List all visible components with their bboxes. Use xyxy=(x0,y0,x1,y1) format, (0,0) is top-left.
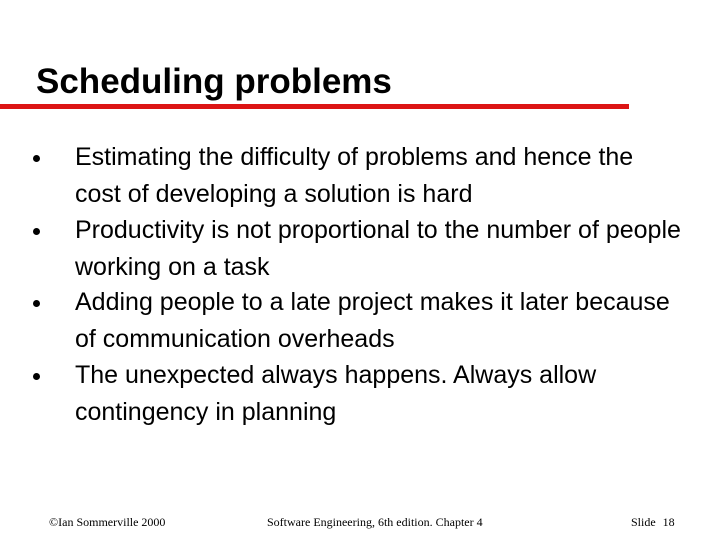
bullet-dot-icon xyxy=(33,228,40,235)
bullet-text: Productivity is not proportional to the number of people working on a task xyxy=(75,216,681,281)
bullet-text: The unexpected always happens. Always allow contingency in planning xyxy=(75,361,597,426)
bullet-dot-icon xyxy=(33,155,40,162)
bullet-dot-icon xyxy=(33,373,40,380)
footer-copyright: ©Ian Sommerville 2000 xyxy=(49,515,166,529)
slide-number-value: 18 xyxy=(662,515,675,529)
slide-title: Scheduling problems xyxy=(36,62,392,101)
footer-slide-number xyxy=(631,515,675,530)
bullet-text: Estimating the difficulty of problems and hence the cost of developing a solution is hard xyxy=(75,143,634,208)
slide-number-label: Slide xyxy=(631,515,656,529)
bullet-text: Adding people to a late project makes it later because of communication overheads xyxy=(75,288,670,353)
footer-book-title: Software Engineering, 6th edition. Chapter 4 xyxy=(267,515,483,529)
title-underline xyxy=(0,104,629,109)
bullet-dot-icon xyxy=(33,300,40,307)
